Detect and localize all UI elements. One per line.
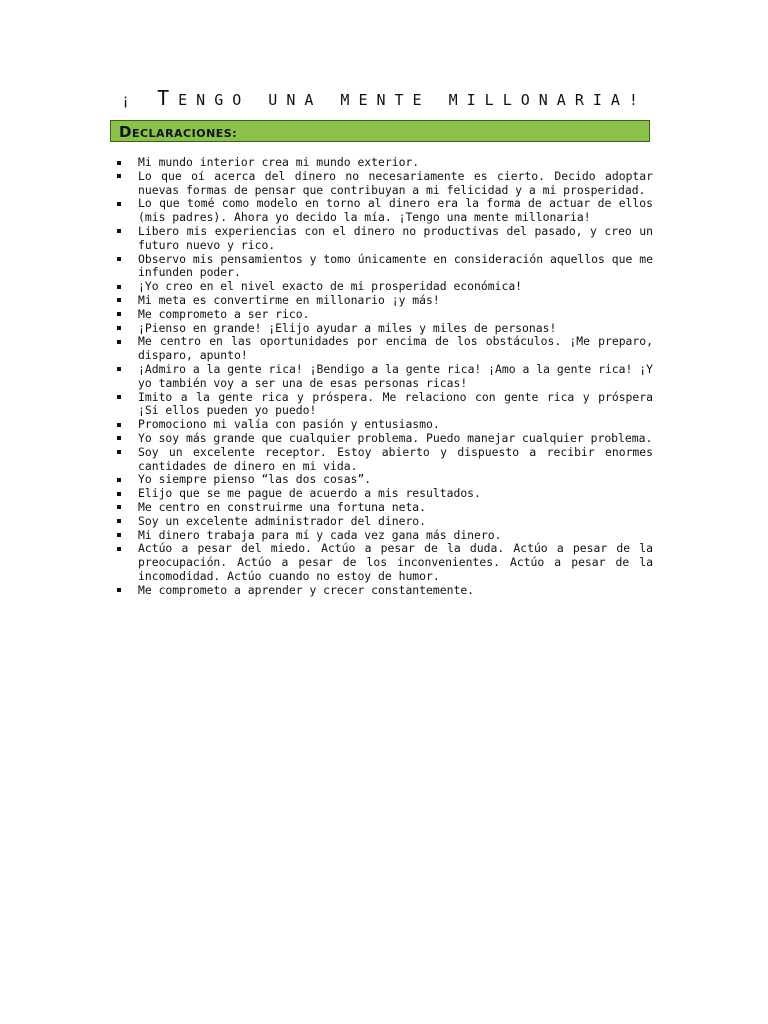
section-header-declaraciones xyxy=(110,120,650,142)
list-item: Me centro en las oportunidades por encima de los obstáculos. ¡Me preparo, disparo, apunto! xyxy=(110,335,653,363)
list-item: ¡Yo creo en el nivel exacto de mi prosperidad económica! xyxy=(110,280,653,294)
list-item: Mi dinero trabaja para mí y cada vez gana más dinero. xyxy=(110,529,653,543)
title-initial: T xyxy=(157,86,179,110)
title-opening-mark: ¡ xyxy=(121,91,140,109)
list-item: ¡Admiro a la gente rica! ¡Bendigo a la gente rica! ¡Amo a la gente rica! ¡Y yo también voy a ser una de esas personas ricas! xyxy=(110,363,653,391)
list-item: Observo mis pensamientos y tomo únicamente en consideración aquellos que me infunden poder. xyxy=(110,253,653,281)
list-item: Soy un excelente administrador del dinero. xyxy=(110,515,653,529)
list-item: Imito a la gente rica y próspera. Me relaciono con gente rica y próspera ¡Si ellos pueden yo puedo! xyxy=(110,391,653,419)
list-item: Yo soy más grande que cualquier problema. Puedo manejar cualquier problema. xyxy=(110,432,653,446)
declarations-list xyxy=(110,156,653,598)
list-item: Me centro en construirme una fortuna neta. xyxy=(110,501,653,515)
title-rest: ENGO UNA MENTE MILLONARIA! xyxy=(178,91,647,109)
list-item: Actúo a pesar del miedo. Actúo a pesar de la duda. Actúo a pesar de la preocupación. Actúo a pesar de los inconvenientes. Actúo a pesar de la incomodidad. Actúo cuando no estoy de humor. xyxy=(110,542,653,583)
list-item: Me comprometo a aprender y crecer constantemente. xyxy=(110,584,653,598)
list-item: Lo que tomé como modelo en torno al dinero era la forma de actuar de ellos (mis padres). Ahora yo decido la mía. ¡Tengo una mente millonaria! xyxy=(110,197,653,225)
section-rest: ECLARACIONES: xyxy=(131,127,238,140)
list-item: Lo que oí acerca del dinero no necesariamente es cierto. Decido adoptar nuevas formas de pensar que contribuyan a mi felicidad y a mi prosperidad. xyxy=(110,170,653,198)
list-item: Me comprometo a ser rico. xyxy=(110,308,653,322)
section-initial: D xyxy=(119,123,132,141)
list-item: Libero mis experiencias con el dinero no productivas del pasado, y creo un futuro nuevo y rico. xyxy=(110,225,653,253)
list-item: Mi mundo interior crea mi mundo exterior. xyxy=(110,156,653,170)
list-item: Yo siempre pienso “las dos cosas”. xyxy=(110,473,653,487)
list-item: Elijo que se me pague de acuerdo a mis resultados. xyxy=(110,487,653,501)
list-item: Soy un excelente receptor. Estoy abierto y dispuesto a recibir enormes cantidades de dinero en mi vida. xyxy=(110,446,653,474)
document-title xyxy=(0,86,768,110)
list-item: Mi meta es convertirme en millonario ¡y más! xyxy=(110,294,653,308)
list-item: Promociono mi valía con pasión y entusiasmo. xyxy=(110,418,653,432)
list-item: ¡Pienso en grande! ¡Elijo ayudar a miles y miles de personas! xyxy=(110,322,653,336)
